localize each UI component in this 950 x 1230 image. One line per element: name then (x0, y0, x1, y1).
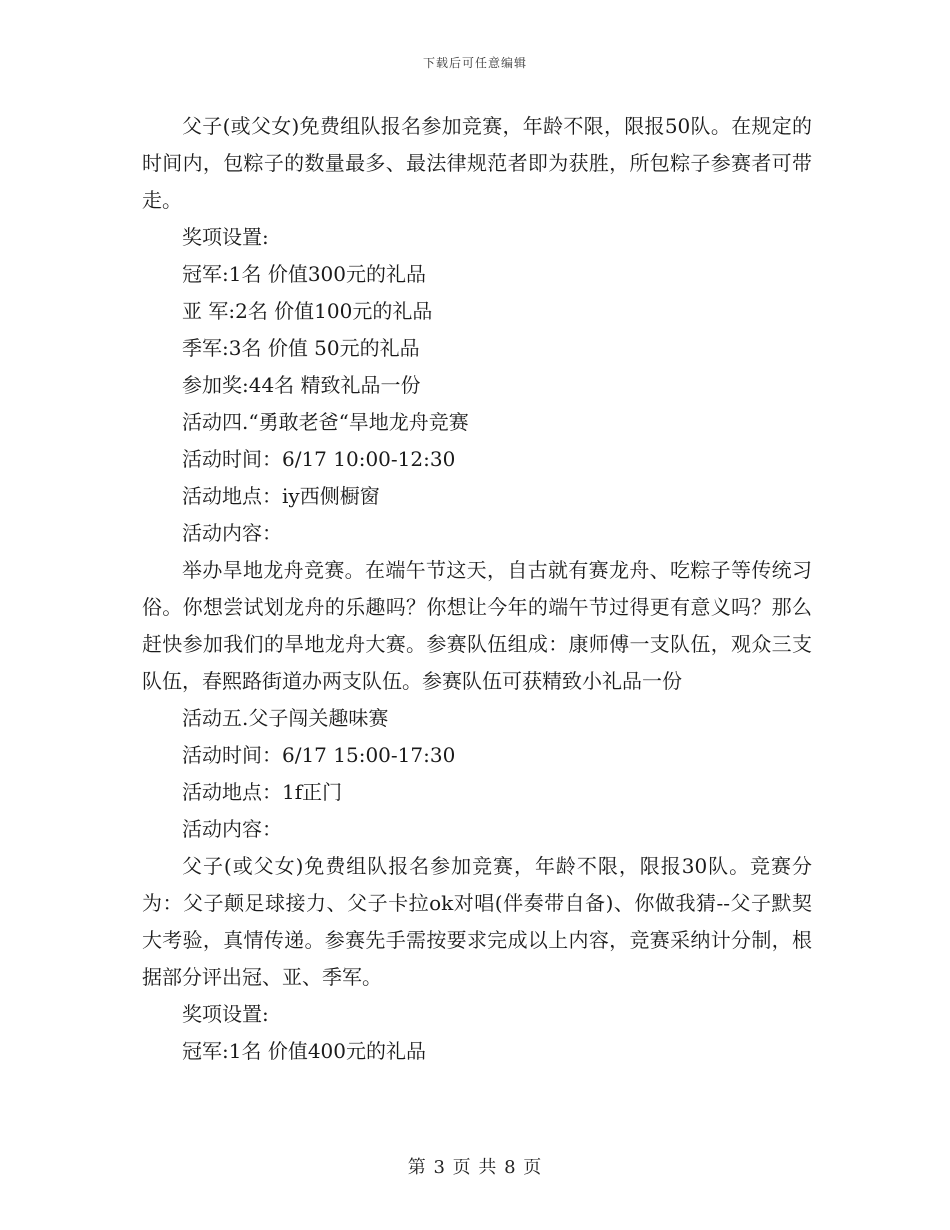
paragraph-5: 季军:3名 价值 50元的礼品 (182, 336, 420, 360)
paragraph-12: 活动五.父子闯关趣味赛 (182, 706, 389, 730)
paragraph-13: 活动时间：6/17 15:00-17:30 (182, 743, 456, 767)
page-header: 下载后可任意编辑 (422, 56, 527, 70)
paragraph-14: 活动地点：1f正门 (182, 780, 343, 804)
paragraph-18: 冠军:1名 价值400元的礼品 (182, 1039, 426, 1063)
paragraph-8: 活动时间：6/17 10:00-12:30 (182, 447, 456, 471)
paragraph-11: 举办旱地龙舟竞赛。在端午节这天，自古就有赛龙舟、吃粽子等传统习俗。你想尝试划龙舟的乐趣吗？你想让今年的端午节过得更有意义吗？那么赶快参加我们的旱地龙舟大赛。参赛队伍组成：康师傅一支队伍，观众三支队伍，春熙路街道办两支队伍。参赛队伍可获精致小礼品一份 (142, 558, 812, 693)
paragraph-1: 父子(或父女)免费组队报名参加竞赛，年龄不限，限报50队。在规定的时间内，包粽子的数量最多、最法律规范者即为获胜，所包粽子参赛者可带走。 (142, 114, 812, 212)
paragraph-15: 活动内容： (182, 817, 282, 841)
paragraph-7: 活动四.“勇敢老爸“旱地龙舟竞赛 (182, 410, 469, 434)
paragraph-6: 参加奖:44名 精致礼品一份 (182, 373, 421, 397)
paragraph-3: 冠军:1名 价值300元的礼品 (182, 262, 426, 286)
paragraph-10: 活动内容： (182, 521, 282, 545)
paragraph-16: 父子(或父女)免费组队报名参加竞赛，年龄不限，限报30队。竞赛分为：父子颠足球接力、父子卡拉ok对唱(伴奏带自备)、你做我猜--父子默契大考验，真情传递。参赛先手需按要求完成以上内容，竞赛采纳计分制，根据部分评出冠、亚、季军。 (142, 854, 812, 989)
page-footer: 第 3 页 共 8 页 (407, 1157, 543, 1178)
paragraph-17: 奖项设置: (182, 1002, 269, 1026)
document-body (142, 108, 812, 1070)
paragraph-4: 亚 军:2名 价值100元的礼品 (182, 299, 433, 323)
paragraph-9: 活动地点：iy西侧橱窗 (182, 484, 380, 508)
paragraph-2: 奖项设置: (182, 225, 269, 249)
